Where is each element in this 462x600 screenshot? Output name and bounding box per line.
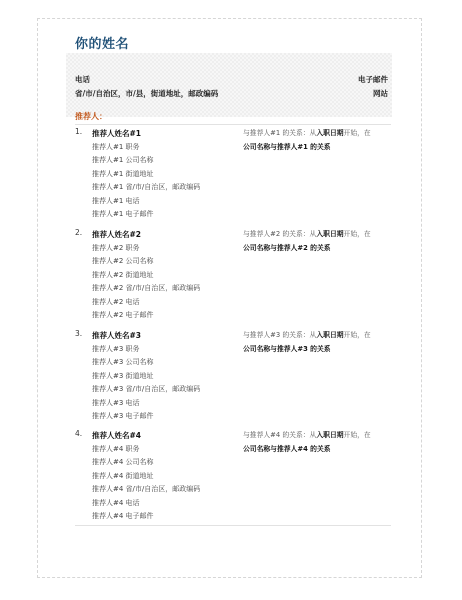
reference-details <box>92 228 242 323</box>
relationship-company: 公司名称与推荐人#3 的关系 <box>243 344 331 353</box>
reference-details <box>92 329 242 424</box>
contact-left <box>75 73 218 101</box>
reference-entry-1 <box>75 127 391 222</box>
reference-relationship[interactable] <box>243 127 393 154</box>
reference-region[interactable]: 推荐人#2 省/市/自治区，邮政编码 <box>92 284 201 292</box>
section-divider <box>75 124 391 125</box>
reference-street[interactable]: 推荐人#4 街道地址 <box>92 471 154 480</box>
bottom-divider <box>75 525 391 526</box>
reference-relationship[interactable] <box>243 429 393 456</box>
reference-region[interactable]: 推荐人#4 省/市/自治区，邮政编码 <box>92 485 201 493</box>
relationship-prefix: 与推荐人#3 的关系：从 <box>243 331 317 339</box>
relationship-prefix: 与推荐人#1 的关系：从 <box>243 129 317 137</box>
your-name-heading[interactable]: 你的姓名 <box>75 37 130 52</box>
reference-details <box>92 429 242 524</box>
reference-name[interactable]: 推荐人姓名#4 <box>92 431 142 440</box>
reference-number: 3. <box>75 329 83 338</box>
address-field[interactable]: 省/市/自治区，市/县，街道地址，邮政编码 <box>75 89 219 98</box>
document-page <box>37 18 422 578</box>
reference-region[interactable]: 推荐人#3 省/市/自治区，邮政编码 <box>92 385 201 393</box>
reference-title[interactable]: 推荐人#2 职务 <box>92 243 140 252</box>
reference-name[interactable]: 推荐人姓名#1 <box>92 129 142 138</box>
relationship-mid: 开始，在 <box>343 331 371 339</box>
start-date: 入职日期 <box>316 230 344 238</box>
reference-relationship[interactable] <box>243 228 393 255</box>
reference-email[interactable]: 推荐人#4 电子邮件 <box>92 512 154 520</box>
reference-company[interactable]: 推荐人#4 公司名称 <box>92 458 154 466</box>
reference-title[interactable]: 推荐人#1 职务 <box>92 142 140 151</box>
relationship-company: 公司名称与推荐人#4 的关系 <box>243 444 331 453</box>
relationship-prefix: 与推荐人#2 的关系：从 <box>243 230 317 238</box>
email-field[interactable]: 电子邮件 <box>358 75 388 84</box>
references-section-title[interactable]: 推荐人： <box>75 112 107 121</box>
reference-street[interactable]: 推荐人#1 街道地址 <box>92 169 154 178</box>
relationship-company: 公司名称与推荐人#2 的关系 <box>243 243 331 252</box>
reference-phone[interactable]: 推荐人#2 电话 <box>92 297 140 306</box>
reference-title[interactable]: 推荐人#4 职务 <box>92 444 140 453</box>
reference-street[interactable]: 推荐人#3 街道地址 <box>92 371 154 380</box>
reference-entry-4 <box>75 429 391 524</box>
reference-email[interactable]: 推荐人#2 电子邮件 <box>92 311 154 319</box>
reference-company[interactable]: 推荐人#2 公司名称 <box>92 257 154 265</box>
reference-name[interactable]: 推荐人姓名#3 <box>92 331 142 340</box>
reference-phone[interactable]: 推荐人#4 电话 <box>92 498 140 507</box>
website-field[interactable]: 网站 <box>373 89 388 98</box>
reference-phone[interactable]: 推荐人#1 电话 <box>92 196 140 205</box>
start-date: 入职日期 <box>316 129 344 137</box>
reference-entry-2 <box>75 228 391 323</box>
reference-number: 2. <box>75 228 83 237</box>
relationship-company: 公司名称与推荐人#1 的关系 <box>243 142 331 151</box>
relationship-mid: 开始，在 <box>343 431 371 439</box>
phone-field[interactable]: 电话 <box>75 75 90 84</box>
reference-company[interactable]: 推荐人#3 公司名称 <box>92 358 154 366</box>
reference-entry-3 <box>75 329 391 424</box>
reference-email[interactable]: 推荐人#3 电子邮件 <box>92 412 154 420</box>
reference-street[interactable]: 推荐人#2 街道地址 <box>92 270 154 279</box>
reference-relationship[interactable] <box>243 329 393 356</box>
reference-number: 4. <box>75 429 83 438</box>
contact-right <box>358 73 388 101</box>
reference-details <box>92 127 242 222</box>
relationship-mid: 开始，在 <box>343 129 371 137</box>
start-date: 入职日期 <box>316 331 344 339</box>
reference-company[interactable]: 推荐人#1 公司名称 <box>92 156 154 164</box>
reference-number: 1. <box>75 127 83 136</box>
reference-email[interactable]: 推荐人#1 电子邮件 <box>92 210 154 218</box>
start-date: 入职日期 <box>316 431 344 439</box>
reference-name[interactable]: 推荐人姓名#2 <box>92 230 142 239</box>
reference-title[interactable]: 推荐人#3 职务 <box>92 344 140 353</box>
reference-region[interactable]: 推荐人#1 省/市/自治区，邮政编码 <box>92 183 201 191</box>
reference-phone[interactable]: 推荐人#3 电话 <box>92 398 140 407</box>
relationship-prefix: 与推荐人#4 的关系：从 <box>243 431 317 439</box>
relationship-mid: 开始，在 <box>343 230 371 238</box>
